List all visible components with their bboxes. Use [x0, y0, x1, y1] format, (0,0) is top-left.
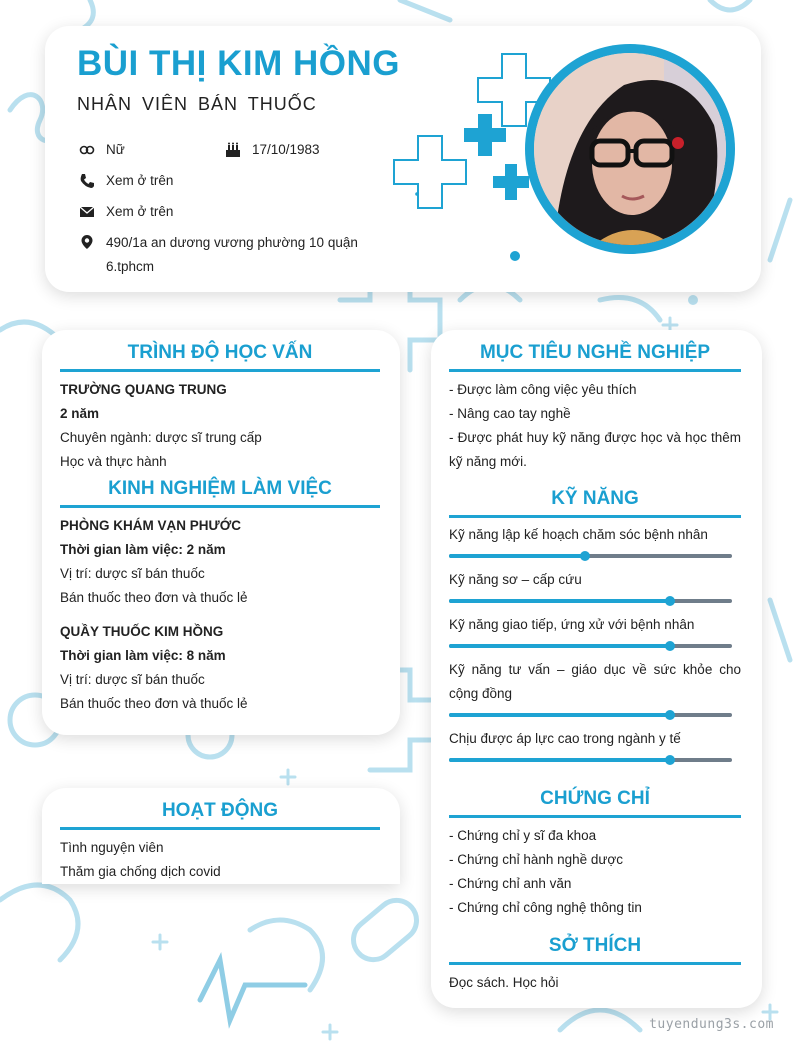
skill-level-bar: [449, 599, 732, 603]
candidate-name: BÙI THỊ KIM HỒNG: [77, 44, 400, 83]
gender-text: Nữ: [106, 142, 125, 157]
skill-item: [449, 523, 741, 558]
skill-level-bar: [449, 644, 732, 648]
job-company: QUẦY THUỐC KIM HỒNG: [60, 624, 224, 639]
activity-item: Tình nguyện viên: [60, 840, 164, 855]
envelope-icon: [79, 204, 95, 220]
experience-job-2: [60, 620, 380, 716]
gender-icon: [79, 142, 95, 158]
email-text: Xem ở trên: [106, 204, 174, 219]
job-period: Thời gian làm việc: 2 năm: [60, 542, 226, 557]
experience-title: KINH NGHIỆM LÀM VIỆC: [60, 478, 380, 508]
objective-item: - Được làm công việc yêu thích: [449, 382, 637, 397]
job-description: Bán thuốc theo đơn và thuốc lẻ: [60, 590, 248, 605]
avatar: [534, 53, 726, 245]
activity-item: Thăm gia chống dịch covid: [60, 864, 221, 879]
site-watermark: tuyendung3s.com: [649, 1017, 774, 1032]
address-info: [79, 231, 379, 279]
skill-level-fill: [449, 644, 670, 648]
school-name: TRƯỜNG QUANG TRUNG: [60, 382, 227, 397]
experience-job-1: [60, 514, 380, 610]
skill-level-fill: [449, 758, 670, 762]
certificates-title: CHỨNG CHỈ: [449, 788, 741, 818]
activities-card: [42, 788, 400, 884]
activities-section: [60, 800, 380, 884]
job-period: Thời gian làm việc: 8 năm: [60, 648, 226, 663]
skill-level-fill: [449, 713, 670, 717]
skill-item: [449, 568, 741, 603]
dob-text: 17/10/1983: [252, 142, 320, 157]
certificate-item: - Chứng chỉ anh văn: [449, 876, 572, 891]
skill-level-fill: [449, 599, 670, 603]
skill-level-knob: [665, 596, 675, 606]
skill-label: Chịu được áp lực cao trong ngành y tế: [449, 731, 681, 746]
activities-title: HOẠT ĐỘNG: [60, 800, 380, 830]
avatar-portrait: [534, 53, 726, 245]
experience-section: [60, 478, 380, 716]
skills-title: KỸ NĂNG: [449, 488, 741, 518]
skill-level-knob: [580, 551, 590, 561]
job-company: PHÒNG KHÁM VẠN PHƯỚC: [60, 518, 241, 533]
objective-item: - Nâng cao tay nghề: [449, 406, 571, 421]
decor-dot: [510, 251, 520, 261]
job-title: NHÂN VIÊN BÁN THUỐC: [77, 94, 317, 114]
skill-item: [449, 658, 741, 717]
skill-level-bar: [449, 713, 732, 717]
job-position: Vị trí: dược sĩ bán thuốc: [60, 566, 205, 581]
objective-section: [449, 342, 741, 474]
profile-header-card: [45, 26, 761, 292]
skill-item: [449, 613, 741, 648]
avatar-frame: [525, 44, 735, 254]
phone-info: [79, 169, 173, 193]
skills-section: [449, 488, 741, 772]
certificate-item: - Chứng chỉ hành nghề dược: [449, 852, 624, 867]
job-position: Vị trí: dược sĩ bán thuốc: [60, 672, 205, 687]
hobbies-title: SỞ THÍCH: [449, 935, 741, 965]
phone-icon: [79, 173, 95, 189]
skill-label: Kỹ năng tư vấn – giáo dục về sức khỏe cho cộng đồng: [449, 662, 741, 701]
skill-label: Kỹ năng sơ – cấp cứu: [449, 572, 582, 587]
skill-level-knob: [665, 641, 675, 651]
certificates-section: [449, 788, 741, 920]
skill-level-bar: [449, 554, 732, 558]
objective-title: MỤC TIÊU NGHỀ NGHIỆP: [449, 342, 741, 372]
skill-label: Kỹ năng lập kế hoạch chăm sóc bệnh nhân: [449, 527, 708, 542]
certificate-item: - Chứng chỉ công nghệ thông tin: [449, 900, 642, 915]
birthday-cake-icon: [225, 142, 241, 158]
study-duration: 2 năm: [60, 406, 100, 421]
objective-item: - Được phát huy kỹ năng được học và học thêm kỹ năng mới.: [449, 430, 741, 469]
hobbies-text: Đọc sách. Học hỏi: [449, 975, 559, 990]
certificate-item: - Chứng chỉ y sĩ đa khoa: [449, 828, 597, 843]
major-text: Chuyên ngành: dược sĩ trung cấp: [60, 430, 262, 445]
skill-level-bar: [449, 758, 732, 762]
skill-level-knob: [665, 755, 675, 765]
gender-info: [79, 138, 125, 162]
education-title: TRÌNH ĐỘ HỌC VẤN: [60, 342, 380, 372]
objective-skills-card: [431, 330, 762, 1008]
education-section: [60, 342, 380, 474]
skill-level-fill: [449, 554, 585, 558]
location-pin-icon: [79, 235, 95, 251]
education-note: Học và thực hành: [60, 454, 167, 469]
skill-level-knob: [665, 710, 675, 720]
skill-item: [449, 727, 741, 762]
hobbies-section: [449, 935, 741, 995]
job-description: Bán thuốc theo đơn và thuốc lẻ: [60, 696, 248, 711]
email-info: [79, 200, 173, 224]
address-text: 490/1a an dương vương phường 10 quận 6.tphcm: [106, 235, 358, 274]
education-experience-card: [42, 330, 400, 735]
phone-text: Xem ở trên: [106, 173, 174, 188]
dob-info: [225, 138, 320, 162]
skill-label: Kỹ năng giao tiếp, ứng xử với bệnh nhân: [449, 617, 695, 632]
